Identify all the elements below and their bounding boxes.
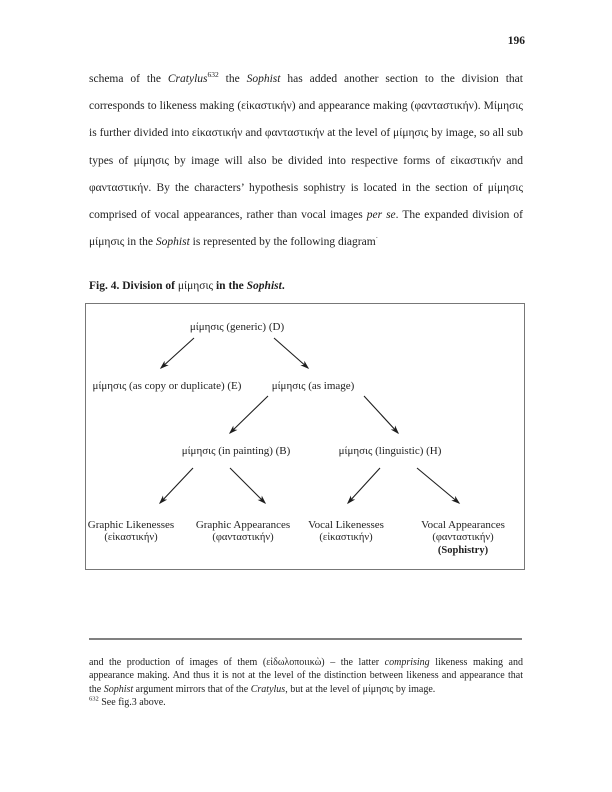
tree-node-leaf1-title: Graphic Likenesses	[87, 519, 175, 531]
tree-node-leaf3-title: Vocal Likenesses	[308, 519, 384, 531]
figure-box	[85, 303, 525, 570]
footnote-632: $^{632}$ See fig.3 above.	[89, 695, 166, 709]
tree-arrow-image-painting	[230, 396, 268, 433]
tree-node-painting: μίμησις (in painting) (B)	[181, 445, 291, 457]
footnotes-block	[89, 656, 523, 710]
footnote-continuation: and the production of images of them (εἰδωλοποιικὼ) – the latter comprising likeness making and appearance making. And thus it is not at the level of the distinction between likeness and appearance that the Sophist argument mirrors that of the Cratylus, but at the level of μίμησις by image.	[89, 657, 523, 695]
tree-node-copy: μίμησις (as copy or duplicate) (E)	[92, 380, 242, 392]
tree-node-image: μίμησις (as image)	[271, 380, 355, 392]
tree-arrow-painting-leaf2	[230, 468, 265, 503]
tree-arrow-root-copy	[161, 338, 194, 368]
footnote-separator	[89, 638, 522, 640]
tree-node-linguistic: μίμησις (linguistic) (H)	[338, 445, 442, 457]
page-number: 196	[507, 35, 525, 47]
tree-node-leaf4-title: Vocal Appearances	[421, 519, 505, 531]
tree-node-leaf2-title: Graphic Appearances	[195, 519, 291, 531]
tree-node-leaf4-sophistry: (Sophistry)	[437, 545, 489, 556]
tree-arrow-linguistic-leaf4	[417, 468, 459, 503]
figure-caption: Fig. 4. Division of μίμησις in the Sophist.	[89, 280, 285, 292]
tree-node-root: μίμησις (generic) (D)	[189, 321, 285, 333]
tree-arrow-painting-leaf1	[160, 468, 193, 503]
body-paragraph: schema of the Cratylus$^{632}$ the Sophist has added another section to the division that corresponds to likeness making (εἰκαστικήν) and appearance making (φανταστικήν). Μίμησις is further divided into εἰκαστικήν and φανταστικήν at the level of μίμησις by image, so all sub types of μίμησις by image will also be divided into respective forms of εἰκαστικήν and φανταστικήν. By the characters’ hypothesis sophistry is located in the section of μίμησις comprised of vocal appearances, rather than vocal images per se. The expanded division of μίμησις in the Sophist is represented by the following diagram·	[89, 70, 523, 249]
tree-node-leaf3-greek: (εἰκαστικήν)	[319, 532, 373, 543]
tree-node-leaf2-greek: (φανταστικήν)	[212, 532, 274, 543]
tree-arrow-root-image	[274, 338, 308, 368]
tree-node-leaf4-greek: (φανταστικήν)	[432, 532, 494, 543]
tree-arrow-image-linguistic	[364, 396, 398, 433]
tree-arrow-linguistic-leaf3	[348, 468, 380, 503]
tree-node-leaf1-greek: (εἰκαστικήν)	[104, 532, 158, 543]
